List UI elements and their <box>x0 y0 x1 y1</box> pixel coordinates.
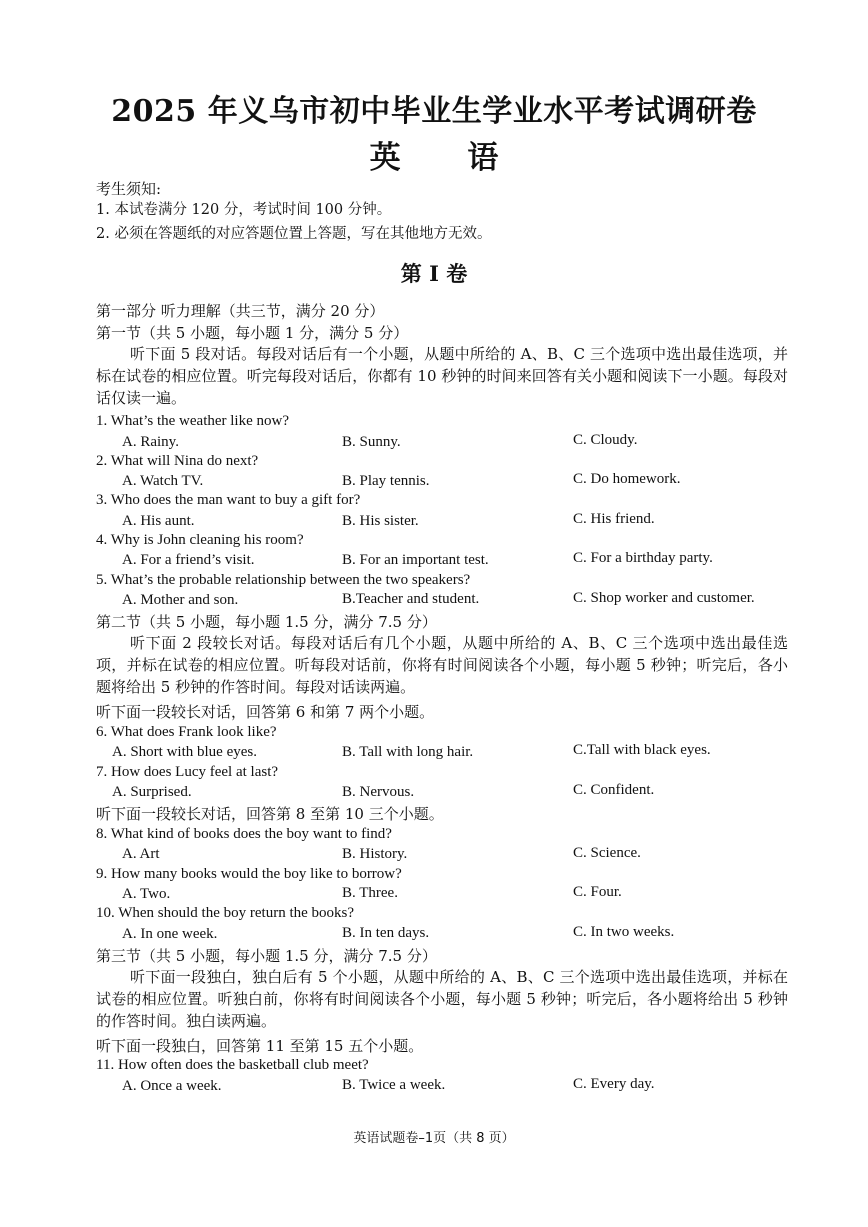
volume-title: 第 I 卷 <box>400 261 468 286</box>
notice-item: 2. 必须在答题纸的对应答题位置上答题，写在其他地方无效。 <box>96 226 492 242</box>
option-a: A. His aunt. <box>122 513 195 529</box>
option-b: B. Nervous. <box>342 784 415 800</box>
option-a: A. Surprised. <box>112 784 192 800</box>
option-b: B. History. <box>342 846 408 862</box>
option-c: C. Every day. <box>573 1076 655 1092</box>
option-a: A. Mother and son. <box>122 592 239 608</box>
question: 5. What’s the probable relationship between the two speakers? <box>96 572 471 588</box>
option-c: C. For a birthday party. <box>573 550 713 566</box>
section-note: 听下面一段独白，回答第 11 至第 15 五个小题。 <box>96 1037 424 1055</box>
option-c: C. Confident. <box>573 782 655 798</box>
question: 11. How often does the basketball club meet? <box>96 1057 369 1073</box>
section-instruction: 听下面 2 段较长对话。每段对话后有几个小题，从题中所给的 A、B、C 三个选项中选出最佳选项，并标在试卷的相应位置。听每段对话前，你将有时间阅读各个小题，每小题 5 秒钟；听完后，各小题将给出 5 秒钟的作答时间。每段对话读两遍。 <box>96 634 788 696</box>
option-b: B. Twice a week. <box>342 1077 446 1093</box>
option-c: C. Four. <box>573 884 622 900</box>
option-a: A. Art <box>122 846 160 862</box>
option-c: C. Shop worker and customer. <box>573 590 755 606</box>
option-c: C.Tall with black eyes. <box>573 742 711 758</box>
option-b: B. Play tennis. <box>342 473 430 489</box>
question: 7. How does Lucy feel at last? <box>96 764 279 780</box>
question: 10. When should the boy return the books? <box>96 905 355 921</box>
section-instruction: 听下面 5 段对话。每段对话后有一个小题，从题中所给的 A、B、C 三个选项中选出最佳选项，并标在试卷的相应位置。听完每段对话后，你都有 10 秒钟的时间来回答有关小题和阅读下一小题。每段对话仅读一遍。 <box>96 345 788 407</box>
section-instruction: 听下面一段独白，独白后有 5 个小题，从题中所给的 A、B、C 三个选项中选出最佳选项，并标在试卷的相应位置。听独白前，你将有时间阅读各个小题，每小题 5 秒钟；听完后，各小题将给出 5 秒钟的作答时间。独白读两遍。 <box>96 968 788 1030</box>
option-a: A. Rainy. <box>122 434 179 450</box>
section-title: 第三节（共 5 小题，每小题 1.5 分，满分 7.5 分） <box>96 947 437 965</box>
option-c: C. In two weeks. <box>573 924 675 940</box>
option-b: B. In ten days. <box>342 925 430 941</box>
section-title: 第二节（共 5 小题，每小题 1.5 分，满分 7.5 分） <box>96 613 437 631</box>
question: 1. What’s the weather like now? <box>96 413 289 429</box>
option-b: B. Three. <box>342 885 398 901</box>
question: 2. What will Nina do next? <box>96 453 259 469</box>
option-b: B. Tall with long hair. <box>342 744 474 760</box>
option-b: B.Teacher and student. <box>342 591 480 607</box>
option-a: A. Two. <box>122 886 171 902</box>
option-c: C. Do homework. <box>573 471 681 487</box>
option-a: A. Short with blue eyes. <box>112 744 257 760</box>
section-note: 听下面一段较长对话，回答第 6 和第 7 两个小题。 <box>96 703 435 721</box>
option-a: A. For a friend’s visit. <box>122 552 255 568</box>
option-a: A. Once a week. <box>122 1078 222 1094</box>
option-a: A. In one week. <box>122 926 218 942</box>
option-a: A. Watch TV. <box>122 473 204 489</box>
option-c: C. Cloudy. <box>573 432 638 448</box>
option-b: B. His sister. <box>342 513 419 529</box>
section-note: 听下面一段较长对话，回答第 8 至第 10 三个小题。 <box>96 805 444 823</box>
notice-heading: 考生须知: <box>96 180 162 198</box>
option-c: C. Science. <box>573 845 641 861</box>
part-title: 第一部分 听力理解（共三节，满分 20 分） <box>96 302 385 320</box>
option-c: C. His friend. <box>573 511 655 527</box>
question: 8. What kind of books does the boy want to find? <box>96 826 392 842</box>
question: 3. Who does the man want to buy a gift for? <box>96 492 361 508</box>
question: 6. What does Frank look like? <box>96 724 277 740</box>
page-footer: 英语试题卷–1页（共 8 页） <box>353 1131 515 1146</box>
notice-item: 1. 本试卷满分 120 分，考试时间 100 分钟。 <box>96 202 392 218</box>
section-title: 第一节（共 5 小题，每小题 1 分，满分 5 分） <box>96 324 409 342</box>
option-b: B. Sunny. <box>342 434 401 450</box>
option-b: B. For an important test. <box>342 552 489 568</box>
question: 4. Why is John cleaning his room? <box>96 532 304 548</box>
exam-title: 2025 年义乌市初中毕业生学业水平考试调研卷 <box>111 94 757 129</box>
question: 9. How many books would the boy like to borrow? <box>96 866 402 882</box>
subject-title: 英 语 <box>369 140 527 176</box>
